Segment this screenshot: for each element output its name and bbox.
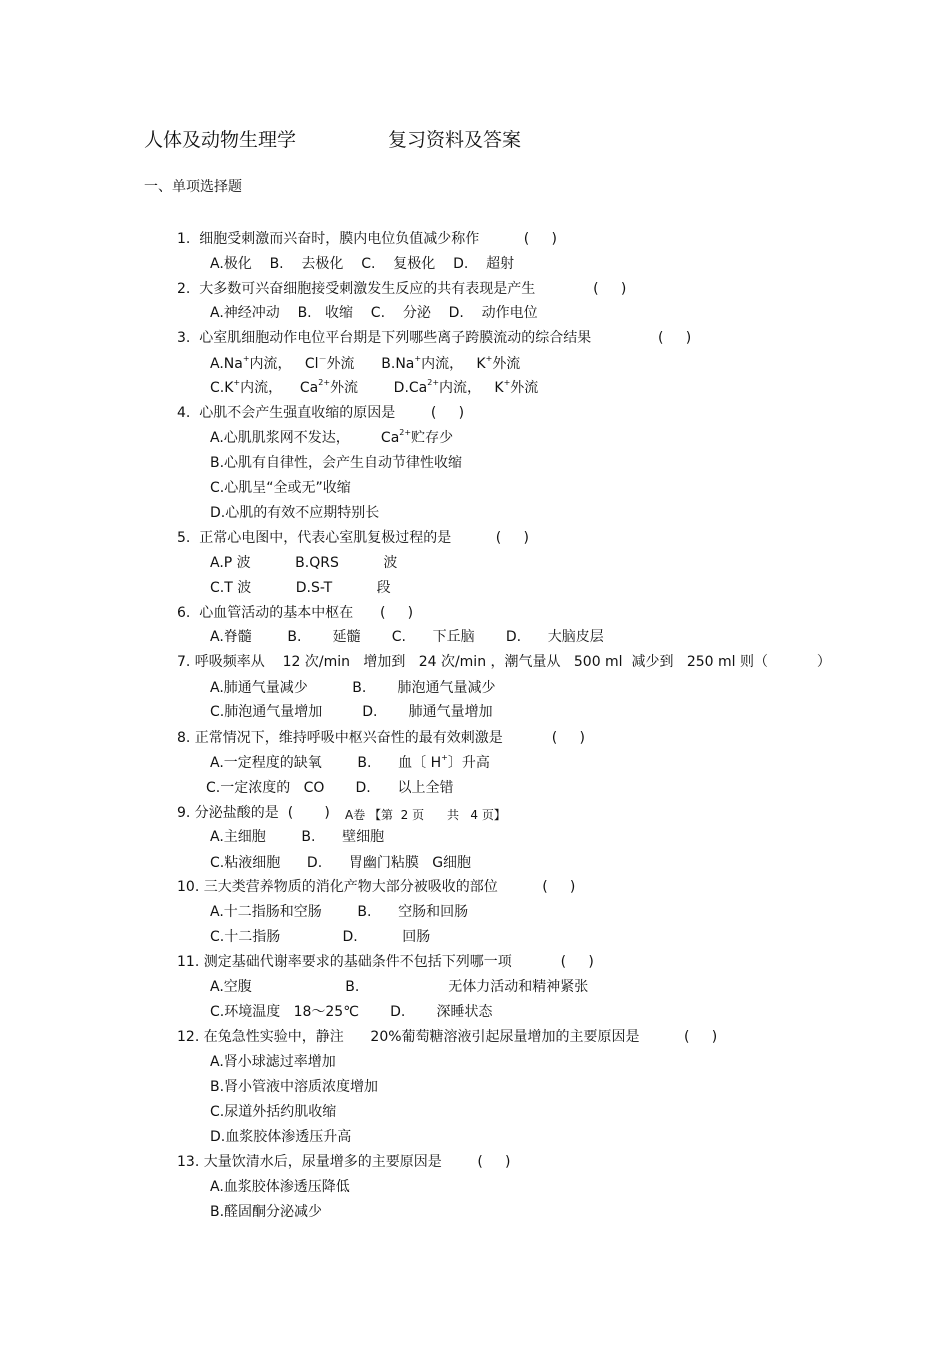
- question-12-option-d: D.血浆胶体渗透压升高: [210, 1129, 352, 1145]
- question-4: 4. 心肌不会产生强直收缩的原因是 ( ): [177, 405, 465, 421]
- question-13: 13. 大量饮清水后，尿量增多的主要原因是 ( ): [177, 1154, 511, 1170]
- question-7-options-ab: A.肺通气量减少 B. 肺泡通气量减少: [210, 680, 496, 696]
- question-13-option-a: A.血浆胶体渗透压降低: [210, 1179, 350, 1195]
- question-6-options: A.脊髓 B. 延髓 C. 下丘脑 D. 大脑皮层: [210, 629, 604, 645]
- question-11: 11. 测定基础代谢率要求的基础条件不包括下列哪一项 ( ): [177, 954, 594, 970]
- question-10-options-ab: A.十二指肠和空肠 B. 空肠和回肠: [210, 904, 469, 920]
- question-9-options-ab: A.主细胞 B. 壁细胞: [210, 829, 385, 845]
- question-3: 3. 心室肌细胞动作电位平台期是下列哪些离子跨膜流动的综合结果 ( ): [177, 330, 692, 346]
- question-6: 6. 心血管活动的基本中枢在 ( ): [177, 605, 414, 621]
- question-1: 1. 细胞受刺激而兴奋时，膜内电位负值减少称作 ( ): [177, 231, 557, 247]
- question-3-options-cd: C.K+内流， $Ca^{2+}$外流 $D.Ca^{2+}$内流， K+外流: [210, 378, 539, 396]
- question-13-option-b: B.醛固酮分泌减少: [210, 1204, 323, 1220]
- question-5-options-cd: C.T 波 D.S-T 段: [210, 580, 391, 596]
- question-8-options-cd: C.一定浓度的 CO D. 以上全错: [206, 780, 454, 796]
- page-subtitle: 复习资料及答案: [388, 129, 522, 151]
- question-4-option-c: C.心肌呈“全或无”收缩: [210, 480, 351, 496]
- question-11-options-cd: C.环境温度 18～25℃ D. 深睡状态: [210, 1004, 493, 1020]
- question-12-option-a: A.肾小球滤过率增加: [210, 1054, 336, 1070]
- question-8: 8. 正常情况下，维持呼吸中枢兴奋性的最有效刺激是 ( ): [177, 730, 585, 746]
- question-12-option-b: B.肾小管液中溶质浓度增加: [210, 1079, 379, 1095]
- question-10: 10. 三大类营养物质的消化产物大部分被吸收的部位 ( ): [177, 879, 576, 895]
- section-heading: 一、单项选择题: [144, 179, 242, 195]
- question-12: 12. 在兔急性实验中，静注 20%葡萄糖溶液引起尿量增加的主要原因是 ( ): [177, 1029, 718, 1045]
- question-9: 9. 分泌盐酸的是 ( ): [177, 805, 330, 821]
- question-4-option-b: B.心肌有自律性，会产生自动节律性收缩: [210, 455, 463, 471]
- question-7: 7. 呼吸频率从 12 次/min 增加到 24 次/min ，潮气量从 500 ml 减少到 250 ml 则（ ）: [177, 654, 831, 670]
- question-11-options-ab: A.空腹 B. 无体力活动和精神紧张: [210, 979, 589, 995]
- question-4-option-a: A.心肌肌浆网不发达， $Ca^{2+}$贮存少: [210, 428, 454, 446]
- question-1-options: A.极化 B. 去极化 C. 复极化 D. 超射: [210, 256, 515, 272]
- question-5-options-ab: A.P 波 B.QRS 波: [210, 555, 398, 571]
- question-3-options-ab: A.Na+内流， Cl－外流 B.Na+内流， K+外流: [210, 354, 521, 372]
- question-2-options: A.神经冲动 B. 收缩 C. 分泌 D. 动作电位: [210, 305, 538, 321]
- question-9-options-cd: C.粘液细胞 D. 胃幽门粘膜 G细胞: [210, 855, 472, 871]
- question-10-options-cd: C.十二指肠 D. 回肠: [210, 929, 431, 945]
- page-title: 人体及动物生理学: [144, 129, 297, 151]
- question-12-option-c: C.尿道外括约肌收缩: [210, 1104, 337, 1120]
- page-footer: A卷 【第 2 页 共 4 页】: [345, 808, 506, 822]
- question-8-options-ab: A.一定程度的缺氧 B. 血〔 H+〕升高: [210, 753, 490, 771]
- question-5: 5. 正常心电图中，代表心室肌复极过程的是 ( ): [177, 530, 529, 546]
- question-2: 2. 大多数可兴奋细胞接受刺激发生反应的共有表现是产生 ( ): [177, 281, 627, 297]
- question-7-options-cd: C.肺泡通气量增加 D. 肺通气量增加: [210, 704, 493, 720]
- question-4-option-d: D.心肌的有效不应期特别长: [210, 505, 380, 521]
